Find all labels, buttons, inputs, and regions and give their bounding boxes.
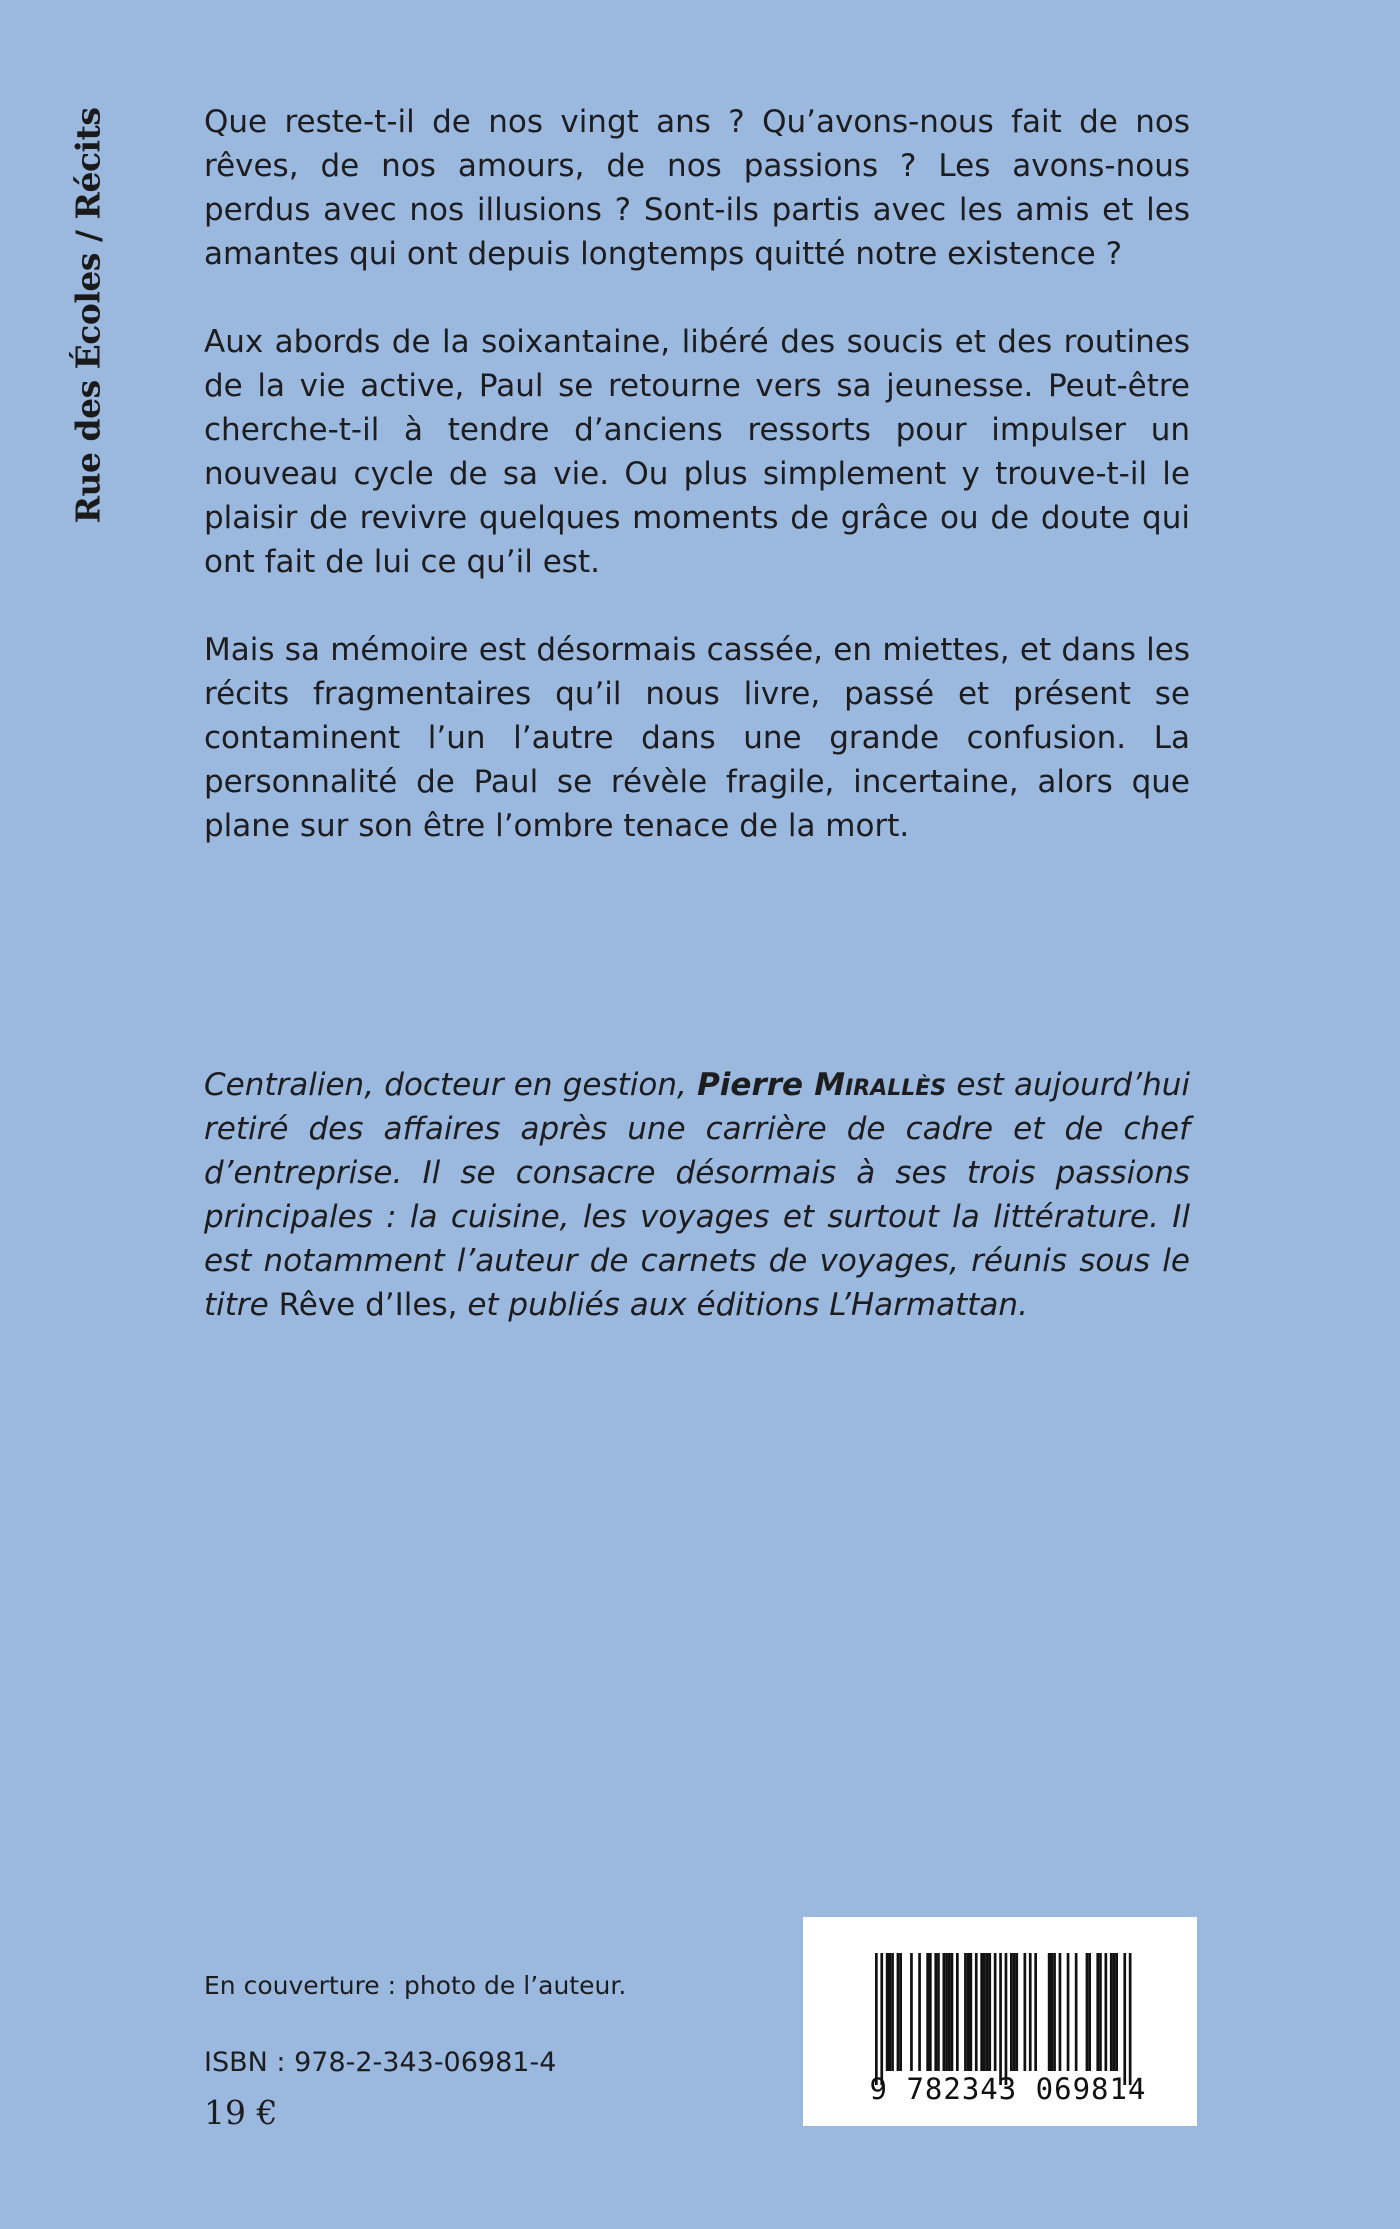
barcode-bar	[1088, 1953, 1091, 2071]
barcode-bar	[1105, 1953, 1108, 2071]
barcode-bar	[1053, 1953, 1056, 2071]
barcode-bar	[1048, 1953, 1051, 2071]
barcode-bar	[980, 1953, 983, 2071]
barcode-bar	[1129, 1953, 1132, 2085]
barcode-bar	[875, 1953, 878, 2085]
barcode-bar	[1096, 1953, 1099, 2071]
barcode-bar	[1013, 1953, 1016, 2071]
author-first-name: Pierre	[697, 1067, 804, 1103]
barcode-bar	[1099, 1953, 1102, 2071]
spine-collection-label	[58, 100, 118, 530]
barcode-bar	[1123, 1953, 1126, 2085]
barcode-bar	[889, 1953, 892, 2071]
barcode-bar	[983, 1953, 986, 2071]
barcode-bar	[937, 1953, 940, 2071]
barcode-bar	[956, 1953, 959, 2071]
barcode-bar	[988, 1953, 991, 2071]
barcode-bar	[975, 1953, 978, 2071]
barcode-bar	[970, 1953, 973, 2071]
barcode	[803, 1917, 1197, 2126]
barcode-bar	[1010, 1953, 1013, 2071]
book-title: Rêve d’Iles,	[278, 1287, 458, 1323]
barcode-bar	[943, 1953, 946, 2071]
barcode-bar	[951, 1953, 954, 2071]
barcode-bar	[1086, 1953, 1089, 2071]
price: 19 €	[204, 2093, 278, 2132]
barcode-bar	[1067, 1953, 1070, 2071]
barcode-bar	[994, 1953, 997, 2071]
blurb-paragraph-3: Mais sa mémoire est désormais cassée, en miettes, et dans les récits fragmentaires qu’il nous livre, passé et présent se contaminent l’un l’autre dans une grande confusion. La personnalité de Paul se révèle fragile, incertaine, alors que plane sur son être l’ombre tenace de la mort.	[204, 632, 1190, 844]
barcode-bar	[1029, 1953, 1032, 2071]
isbn-number: ISBN : 978-2-343-06981-4	[204, 2047, 557, 2078]
barcode-bar	[899, 1953, 902, 2071]
barcode-bar	[967, 1953, 970, 2071]
barcode-bar	[910, 1953, 913, 2071]
barcode-bar	[1005, 1953, 1008, 2085]
barcode-bar	[1115, 1953, 1118, 2071]
barcode-bar	[926, 1953, 929, 2071]
barcode-bar	[929, 1953, 932, 2071]
barcode-bar	[999, 1953, 1002, 2085]
barcode-bar	[1110, 1953, 1113, 2071]
barcode-digits: 9 782343 069814	[869, 2072, 1147, 2106]
barcode-bar	[948, 1953, 951, 2071]
barcode-bar	[1051, 1953, 1054, 2071]
barcode-bar	[934, 1953, 937, 2071]
bio-text-2: et publiés aux éditions L’Harmattan.	[467, 1287, 1028, 1323]
barcode-bar	[1113, 1953, 1116, 2071]
author-biography	[204, 1063, 1190, 1327]
barcode-bar	[886, 1953, 889, 2071]
barcode-bar	[945, 1953, 948, 2071]
barcode-bar	[964, 1953, 967, 2071]
barcode-bar	[897, 1953, 900, 2071]
blurb-paragraph-1: Que reste-t-il de nos vingt ans ? Qu’avons-nous fait de nos rêves, de nos amours, de nos passions ? Les avons-nous perdus avec nos illusions ? Sont-ils partis avec les amis et les amantes qui ont depuis longtemps quitté notre existence ?	[204, 104, 1190, 272]
barcode-bar	[1075, 1953, 1078, 2071]
author-name	[697, 1067, 946, 1103]
bio-lead: Centralien, docteur en gestion,	[204, 1067, 687, 1103]
barcode-bar	[1015, 1953, 1018, 2071]
barcode-bar	[891, 1953, 894, 2071]
barcode-bar	[986, 1953, 989, 2071]
barcode-bar	[1034, 1953, 1037, 2071]
barcode-bar	[1024, 1953, 1027, 2071]
cover-credit: En couverture : photo de l’auteur.	[204, 1971, 627, 2000]
author-last-name: Mirallès	[814, 1067, 947, 1103]
barcode-bar	[880, 1953, 883, 2085]
blurb-paragraph-2: Aux abords de la soixantaine, libéré des soucis et des routines de la vie active, Paul se retourne vers sa jeunesse. Peut-être cherche-t-il à tendre d’anciens ressorts pour impulser un nouveau cycle de sa vie. Ou plus simplement y trouve-t-il le plaisir de revivre quelques moments de grâce ou de doute qui ont fait de lui ce qu’il est.	[204, 324, 1190, 580]
collection-name: Rue des Écoles / Récits	[68, 107, 108, 523]
barcode-bar	[1059, 1953, 1062, 2071]
barcode-bar	[918, 1953, 921, 2071]
bio-text-1: est aujourd’hui retiré des affaires après une carrière de cadre et de chef d’entreprise. Il se consacre désormais à ses trois passions principales : la cuisine, les voyages et surtout la littérature. Il est notamment l’auteur de carnets de voyages, réunis sous le titre	[204, 1067, 1191, 1323]
